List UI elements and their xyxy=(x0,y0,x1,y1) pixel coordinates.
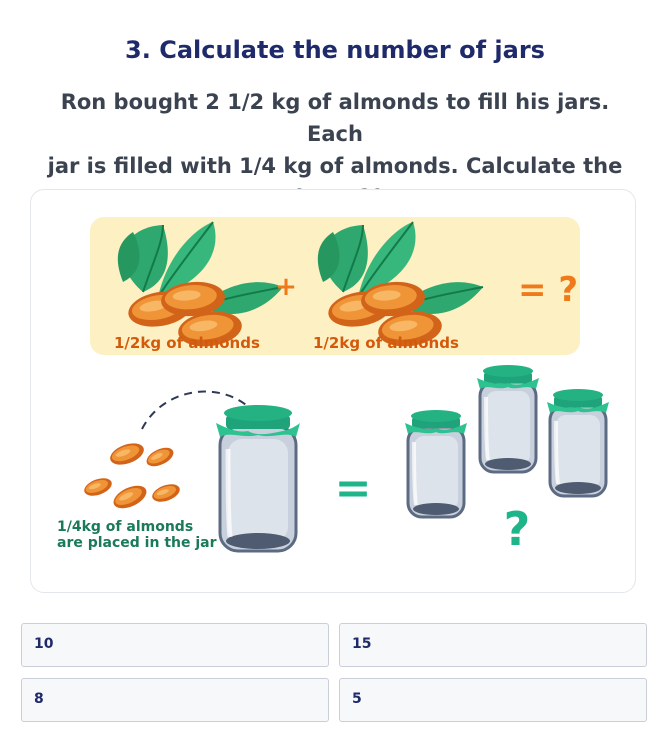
answer-label: 8 xyxy=(34,691,44,707)
answer-label: 10 xyxy=(34,636,54,652)
exercise-title: 3. Calculate the number of jars xyxy=(125,36,545,64)
equals-sign: = xyxy=(334,463,372,514)
answer-option[interactable] xyxy=(339,623,647,667)
plus-sign: + xyxy=(275,272,297,302)
almond-label-right: 1/2kg of almonds xyxy=(313,334,459,352)
question-line: jar is filled with 1/4 kg of almonds. Calculate the xyxy=(47,154,623,178)
jar-small-icon xyxy=(405,410,467,517)
answer-option[interactable] xyxy=(21,678,329,722)
answer-label: 5 xyxy=(352,691,362,707)
jar-label-line2: are placed in the jar xyxy=(57,535,217,551)
answer-label: 15 xyxy=(352,636,372,652)
answer-option[interactable] xyxy=(21,623,329,667)
almonds-icon xyxy=(82,439,182,513)
jar-small-icon xyxy=(477,365,539,472)
illustration xyxy=(30,189,636,593)
jar-label-line1: 1/4kg of almonds xyxy=(57,519,194,535)
jar-small-icon xyxy=(547,389,609,496)
question-line: Ron bought 2 1/2 kg of almonds to fill his jars. Each xyxy=(60,90,610,146)
question-mark: ? xyxy=(503,502,531,556)
jar-icon xyxy=(216,405,300,551)
answer-option[interactable] xyxy=(339,678,647,722)
equals-question: = ? xyxy=(518,270,579,310)
almond-label-left: 1/2kg of almonds xyxy=(114,334,260,352)
